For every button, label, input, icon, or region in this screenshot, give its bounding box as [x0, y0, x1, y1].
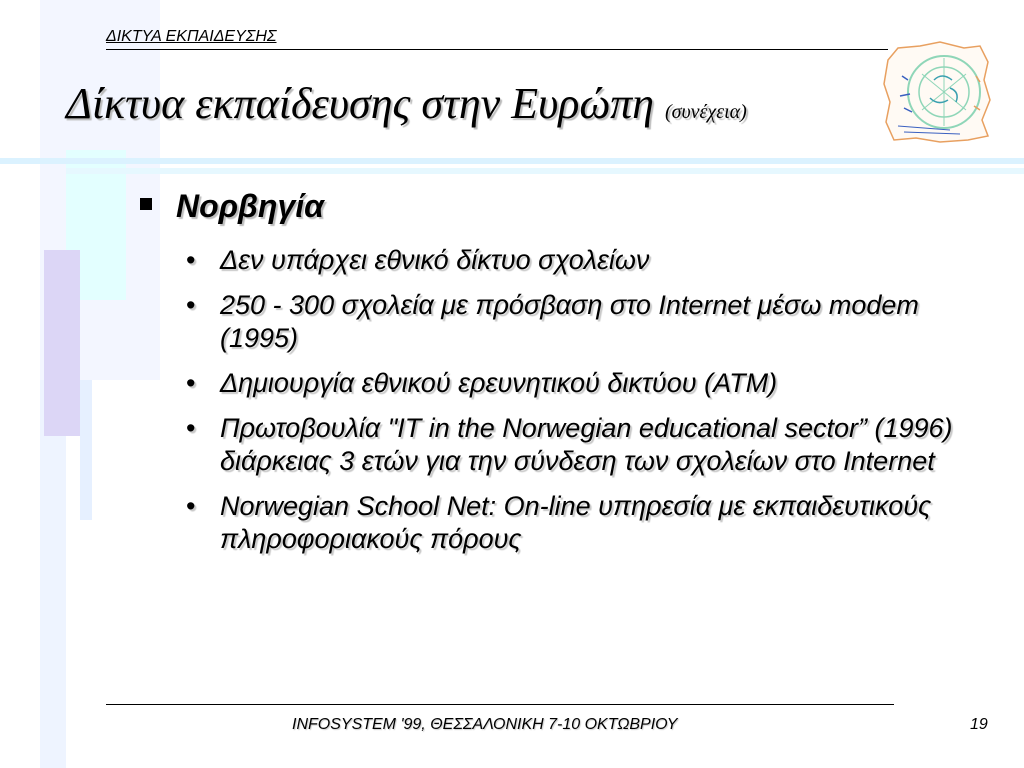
list-item-text: Πρωτοβουλία "IT in the Norwegian educational sector” (1996) διάρκειας 3 ετών για την σύνδεση των σχολείων στο Internet	[220, 413, 953, 476]
list-item	[186, 289, 986, 355]
title-underline-band	[0, 158, 1024, 164]
list-item	[186, 490, 986, 556]
list-item	[186, 244, 986, 277]
title-underline-band-2	[66, 168, 1024, 174]
list-item	[186, 412, 986, 478]
header-rule	[106, 49, 888, 50]
bullet-dot-icon: •	[186, 413, 196, 443]
footer-rule	[106, 704, 894, 705]
bullet-dot-icon: •	[186, 290, 196, 320]
conference-logo-icon	[880, 40, 994, 146]
slide-title	[66, 78, 747, 129]
list-item-text: Δεν υπάρχει εθνικό δίκτυο σχολείων	[220, 245, 650, 275]
section-heading: Νορβηγία	[176, 188, 324, 224]
background-accent-lavender	[44, 250, 80, 436]
list-item-text: Δημιουργία εθνικού ερευνητικού δικτύου (ATM)	[220, 368, 778, 398]
list-item	[186, 367, 986, 400]
title-subtitle: (συνέχεια)	[664, 101, 747, 123]
section-bullet-icon	[140, 198, 152, 210]
slide-header: ΔΙΚΤΥΑ ΕΚΠΑΙΔΕΥΣΗΣ	[106, 28, 277, 45]
slide-footer: INFOSYSTEM '99, ΘΕΣΣΑΛΟΝΙΚΗ 7-10 ΟΚΤΩΒΡΙΟΥ	[292, 716, 678, 733]
title-main: Δίκτυα εκπαίδευσης στην Ευρώπη	[66, 79, 654, 128]
bullet-dot-icon: •	[186, 368, 196, 398]
bullet-dot-icon: •	[186, 245, 196, 275]
bullet-dot-icon: •	[186, 491, 196, 521]
list-item-text: Norwegian School Net: On-line υπηρεσία με εκπαιδευτικούς πληροφοριακούς πόρους	[220, 491, 932, 554]
bullet-list	[186, 244, 986, 568]
background-accent-blue	[80, 380, 92, 520]
list-item-text: 250 - 300 σχολεία με πρόσβαση στο Internet μέσω modem (1995)	[220, 290, 919, 353]
page-number: 19	[970, 716, 988, 733]
